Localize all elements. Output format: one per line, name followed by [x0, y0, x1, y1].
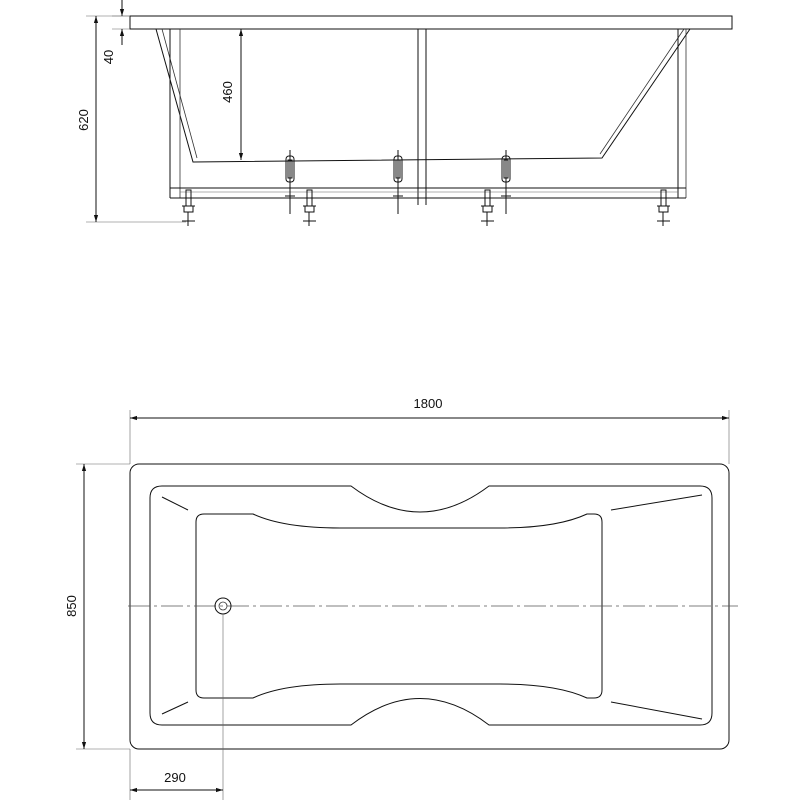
dimension-rim-thickness: [101, 0, 130, 64]
leg: [481, 190, 494, 226]
dim-label-290: 290: [164, 770, 186, 785]
side-rim: [130, 16, 732, 29]
side-tub-body: [156, 29, 690, 162]
dimension-inner-depth: [220, 29, 241, 160]
leg: [303, 190, 316, 226]
dimension-width: [64, 464, 130, 749]
dim-label-460: 460: [220, 81, 235, 103]
dimension-length: [130, 396, 729, 464]
top-view: [64, 396, 738, 800]
dim-label-850: 850: [64, 595, 79, 617]
dim-label-1800: 1800: [413, 396, 443, 411]
jet-fitting: [501, 150, 511, 214]
dim-label-40: 40: [101, 49, 116, 65]
top-inner-rim: [150, 486, 712, 725]
jet-fitting: [393, 150, 403, 214]
leg: [657, 190, 670, 226]
jet-fitting: [285, 150, 295, 214]
side-view: [76, 0, 732, 226]
dim-label-620: 620: [76, 109, 91, 131]
leg: [182, 190, 195, 226]
top-outer-rim: [130, 464, 729, 749]
